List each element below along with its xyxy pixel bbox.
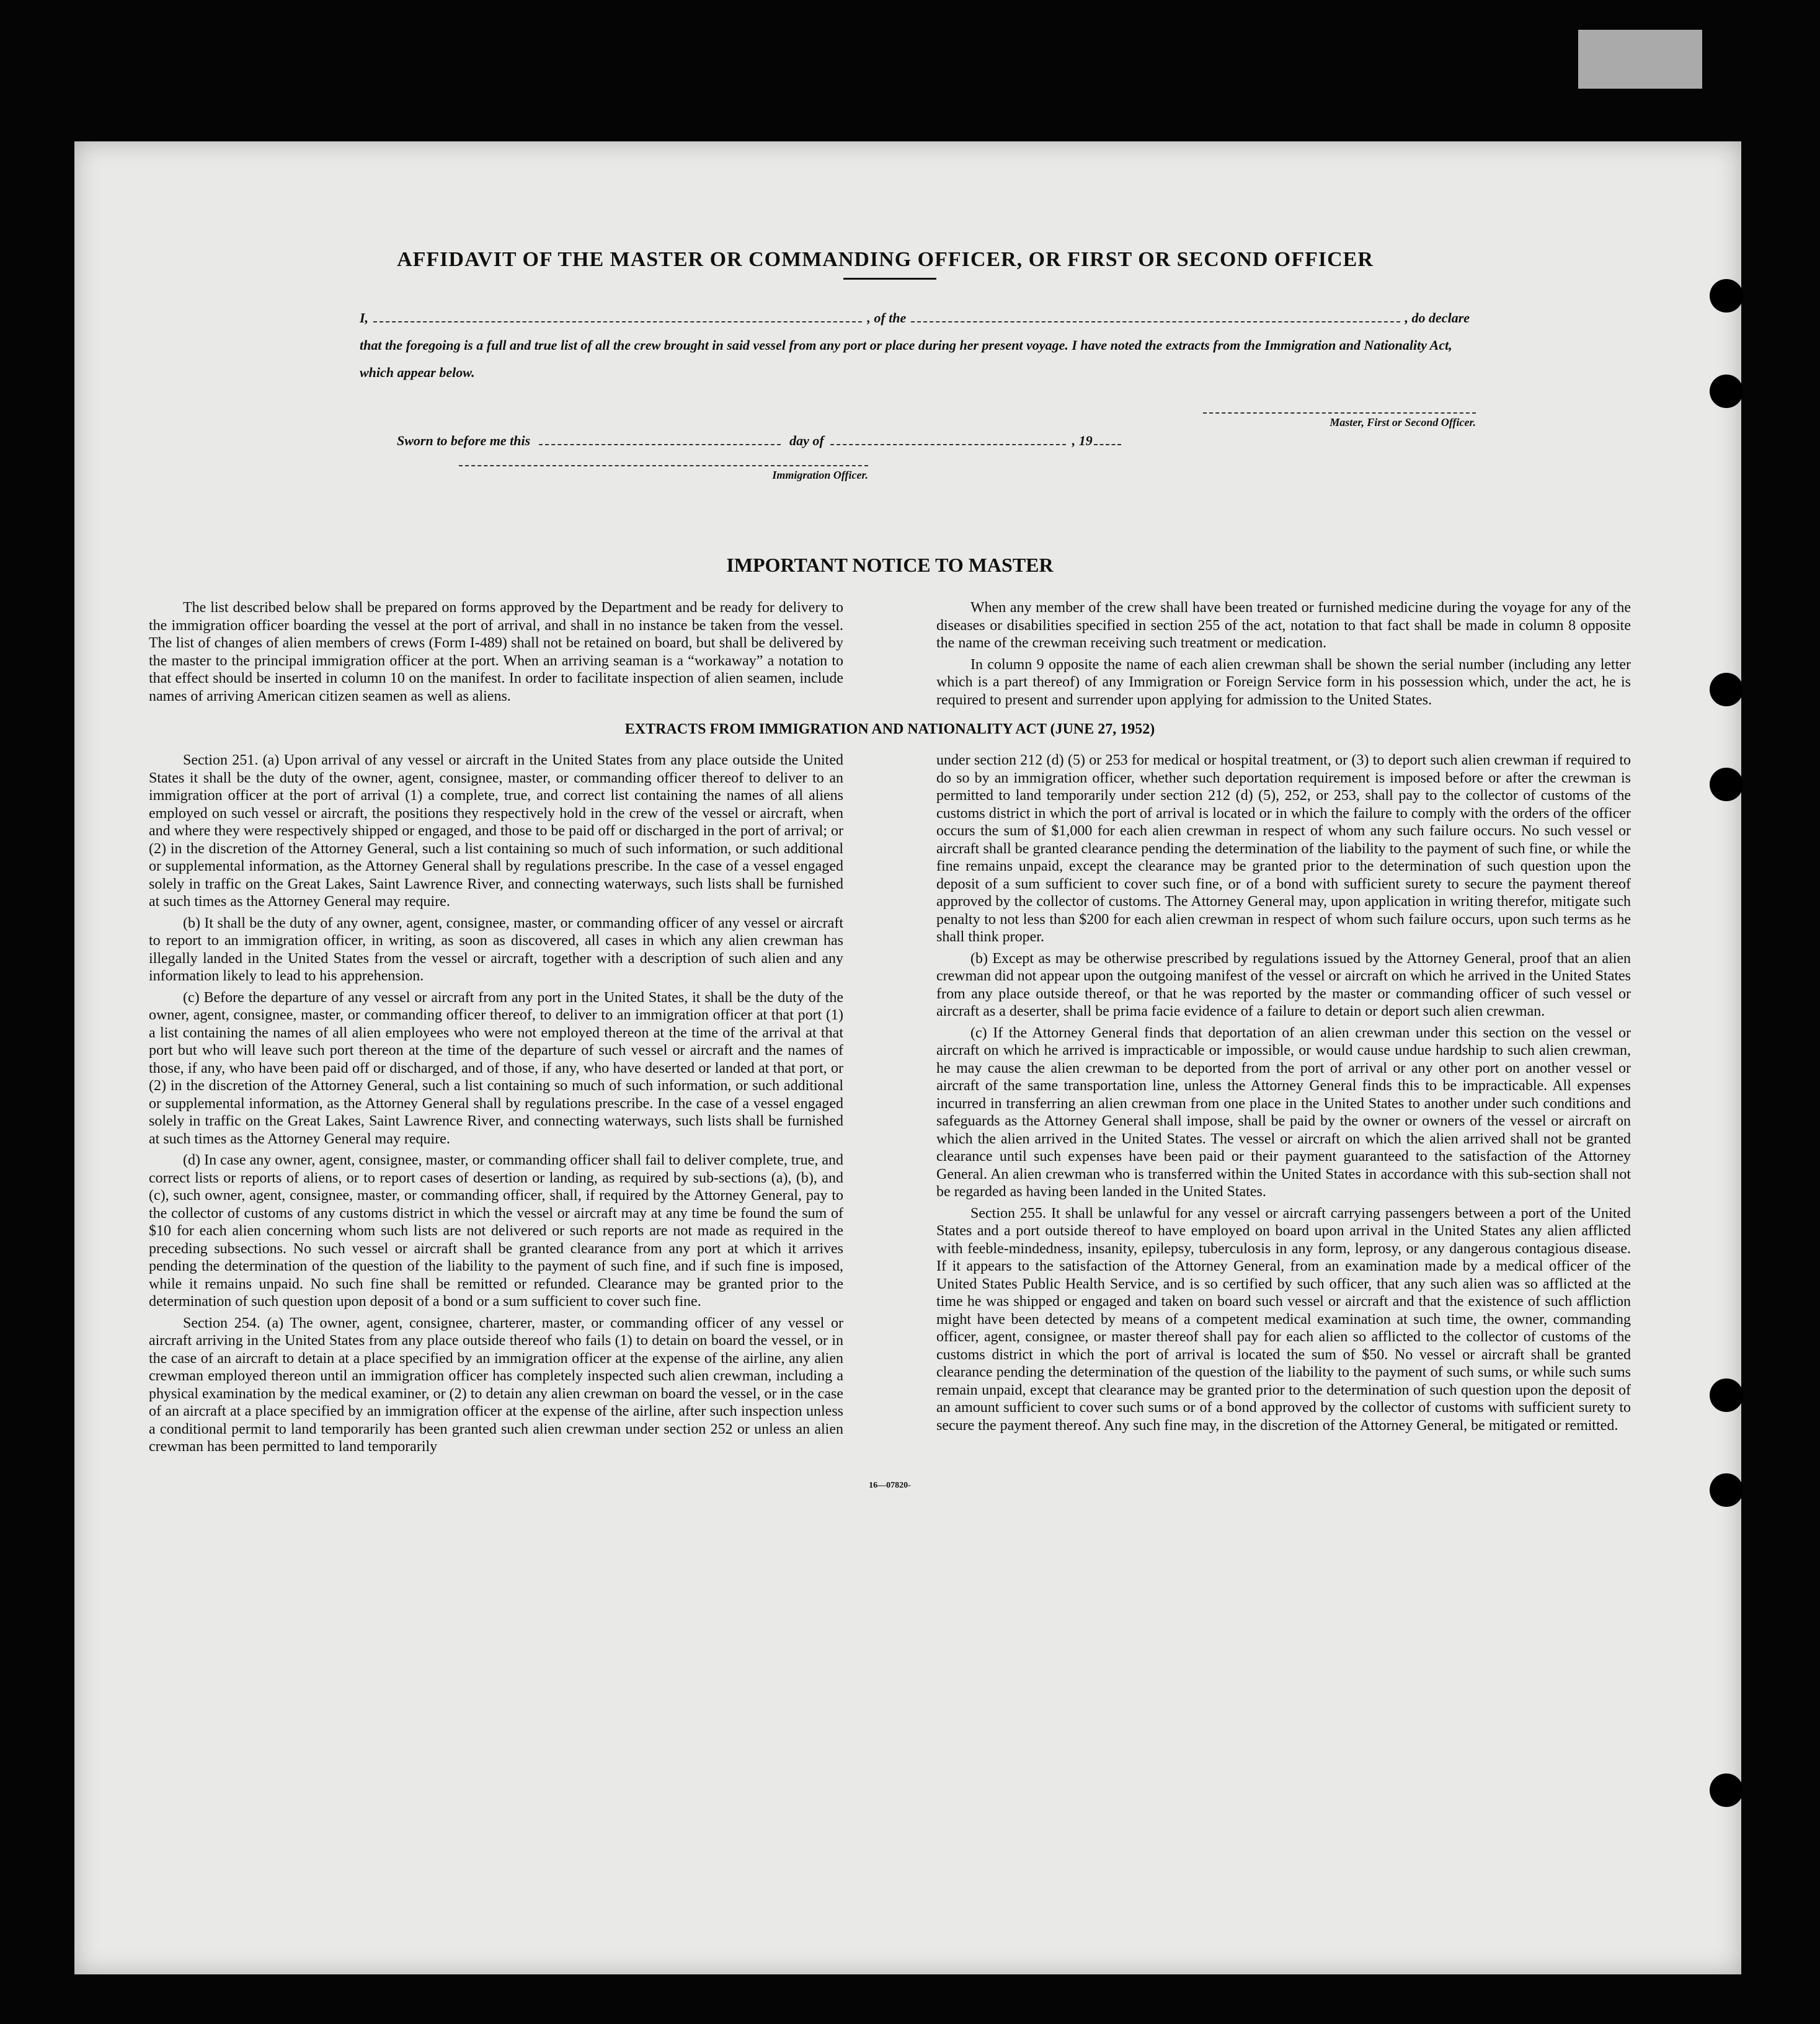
declaration-statement: that the foregoing is a full and true list of all the crew brought in said vessel from any port or place during her present voyage. I have noted the extracts from the Immigration and Nationality Act, which appear below. [360,337,1452,380]
punch-hole [1710,1773,1743,1807]
sworn-year: , 19 [1072,433,1093,448]
notice-title: IMPORTANT NOTICE TO MASTER [726,554,1054,576]
declare-of-the: , of the [867,310,907,326]
sworn-prefix: Sworn to before me this [397,433,531,448]
section-254a-continued: under section 212 (d) (5) or 253 for medical or hospital treatment, or (3) to deport such alien crewman if required to do so by an immigration officer, whether such deportation requirement is imposed before or after the crewman is permitted to land temporarily under section 212 (d) (5), 252, or 253, shall pay to the collector of customs of the customs district in which the port of arrival is located or in which the failure to comply with the orders of the officer occurs the sum of $1,000 for each alien crewman in respect of whom any such failure occurs. No such vessel or aircraft shall be granted clearance pending the determination of the liability to the payment of such fine, or while the fine remains unpaid, except the clearance may be granted prior to the determination of such question upon the deposit of a sum sufficient to cover such fine, or of a bond with sufficient surety to secure the payment thereof approved by the collector of customs. The Attorney General may, upon application in writing therefor, mitigate such penalty to not less than $200 for each alien crewman in respect of whom such failure occurs, upon such terms as he shall think proper. [936,752,1631,945]
punch-hole [1710,1378,1743,1412]
section-251b: (b) It shall be the duty of any owner, agent, consignee, master, or commanding officer of any vessel or aircraft to report to an immigration officer, in writing, as soon as discovered, all cases in which any alien crewman has illegally landed in the United States from the vessel or aircraft, together with a description of such alien and any information likely to lead to his apprehension. [149,915,843,984]
declaration-line [360,304,1470,332]
declare-i: I, [360,310,369,326]
extracts-left-column [149,752,843,1460]
section-251c: (c) Before the departure of any vessel or aircraft from any port in the United States, it shall be the duty of the owner, agent, consignee, master, or commanding officer thereof, to deliver to an immigration officer at that port (1) a list containing the names of all alien employees who were not employed thereon at the time of the arrival at that port but who will leave such port thereon at the time of the departure of such vessel or aircraft and the names of those, if any, who have been paid off or discharged, and of those, if any, who have deserted or landed at that port, or (2) in the discretion of the Attorney General, such a list containing so much of such information, or such additional or supplemental information, as the Attorney General shall by regulations prescribe. In the case of a vessel engaged solely in traffic on the Great Lakes, Saint Lawrence River, and connecting waterways, such lists shall be furnished at such times as the Attorney General may require. [149,989,843,1147]
affidavit-title: AFFIDAVIT OF THE MASTER OR COMMANDING OFFICER, OR FIRST OR SECOND OFFICER [397,248,1374,271]
form-code: 16—07820- [869,1480,911,1490]
officer-signature-line [459,464,868,466]
name-blank [373,310,862,322]
declare-end: , do declare [1405,310,1470,326]
section-254b: (b) Except as may be otherwise prescribed by regulations issued by the Attorney General, proof that an alien crewman did not appear upon the outgoing manifest of the vessel or aircraft on which he arrived in the United States from any place outside thereof, or that he was reported by the master or commanding officer of such vessel or aircraft as a deserter, shall be prima facie evidence of a failure to detain or deport such alien crewman. [936,950,1631,1019]
document-content [149,248,1631,1491]
master-signature-caption: Master, First or Second Officer. [1329,416,1476,428]
punch-hole [1710,673,1743,706]
extracts-right-column [936,752,1631,1460]
section-251d: (d) In case any owner, agent, consignee, master, or commanding officer shall fail to deliver complete, true, and correct lists or reports of aliens, or to report cases of desertion or landing, as required by sub-sections (a), (b), and (c), such owner, agent, consignee, master, or commanding officer, shall, if required by the Attorney General, pay to the collector of customs of any customs district in which the vessel or aircraft may at any time be found the sum of $10 for each alien concerning whom such lists are not delivered or such reports are not made as required in the preceding subsections. No such vessel or aircraft shall be granted clearance from any port at which it arrives pending the determination of the question of the liability to the payment of such fine, and if such fine is imposed, while it remains unpaid. No such fine shall be remitted or refunded. Clearance may be granted prior to the determination of such question upon deposit of a bond or a sum sufficient to cover such fine. [149,1152,843,1310]
sworn-day-of: day of [789,433,824,448]
notice-paragraph: In column 9 opposite the name of each alien crewman shall be shown the serial number (including any letter which is a part thereof) of any Immigration or Foreign Service form in his possession which, under the act, he is required to present and surrender upon applying for admission to the United States. [936,656,1631,708]
declaration-block [360,304,1470,386]
sworn-month-blank [830,435,1066,445]
notice-right-column [936,599,1631,712]
extracts-columns [149,752,1631,1460]
notice-columns [149,599,1631,712]
sworn-year-blank [1094,435,1121,445]
sworn-date-blank [539,435,781,445]
officer-signature-block [459,464,868,482]
extracts-title: EXTRACTS FROM IMMIGRATION AND NATIONALITY ACT (JUNE 27, 1952) [624,721,1155,737]
punch-hole [1710,1473,1743,1507]
master-signature-block [1203,411,1476,429]
section-255: Section 255. It shall be unlawful for any vessel or aircraft carrying passengers between a port of the United States and a port outside thereof to have employed on board upon arrival in the United States any alien afflicted with feeble-mindedness, insanity, epilepsy, tuberculosis in any form, leprosy, or any dangerous contagious disease. If it appears to the satisfaction of the Attorney General, from an examination made by a medical officer of the United States Public Health Service, and is so certified by such officer, that any such alien was so afflicted at the time he was shipped or engaged and taken on board such vessel or aircraft and that the existence of such affliction might have been detected by means of a competent medical examination at such time, the owner, commanding officer, agent, consignee, or master thereof shall pay for each alien so afflicted to the collector of customs of the customs district in which the port of arrival is located the sum of $50. No vessel or aircraft shall be granted clearance pending the determination of the question of the liability to the payment of such sums, or while such sums remain unpaid, except that clearance may be granted prior to the determination of such question upon the deposit of an amount sufficient to cover such sums or of a bond approved by the collector of customs with sufficient surety to secure the payment thereof. Any such fine may, in the discretion of the Attorney General, be mitigated or remitted. [936,1205,1631,1434]
corner-paper-tab [1578,30,1702,89]
vessel-blank [911,310,1400,322]
notice-left-column [149,599,843,712]
punch-hole [1710,768,1743,801]
signature-line [1203,411,1476,414]
section-254a: Section 254. (a) The owner, agent, consignee, charterer, master, or commanding officer of any vessel or aircraft arriving in the United States from any place outside thereof who fails (1) to detain on board the vessel, or in the case of an aircraft to detain at a place specified by an immigration officer at the expense of the airline, any alien crewman employed thereon until an immigration officer has completely inspected such alien crewman, including a physical examination by the medical examiner, or (2) to detain any alien crewman on board the vessel, or in the case of an aircraft at a place specified by an immigration officer at the expense of the airline, after such inspection unless a conditional permit to land temporarily has been granted such alien crewman under section 252 or unless an alien crewman has been permitted to land temporarily [149,1315,843,1455]
punch-hole [1710,279,1743,313]
title-rule [843,278,936,280]
sworn-line [397,433,1265,449]
notice-paragraph: The list described below shall be prepared on forms approved by the Department and be ready for delivery to the immigration officer boarding the vessel at the port of arrival, and shall in no instance be taken from the vessel. The list of changes of alien members of crews (Form I-489) shall not be retained on board, but shall be delivered by the master to the principal immigration officer at the port. When an arriving seaman is a “workaway” a notation to that effect should be inserted in column 10 on the manifest. In order to facilitate inspection of alien seamen, include names of arriving American citizen seamen as well as aliens. [149,600,843,704]
section-254c: (c) If the Attorney General finds that deportation of an alien crewman under this section on the vessel or aircraft on which he arrived is impracticable or impossible, or would cause undue hardship to such alien crewman, he may cause the alien crewman to be deported from the port of arrival or any other port on another vessel or aircraft of the same transportation line, unless the Attorney General finds this to be impracticable. All expenses incurred in transferring an alien crewman from one place in the United States to another under such conditions and safeguards as the Attorney General shall impose, shall be paid by the owner or owners of the vessel or aircraft on which the alien arrived in the United States. The vessel or aircraft on which the alien arrived shall not be granted clearance until such expenses have been paid or their payment guaranteed to the satisfaction of the Attorney General. An alien crewman who is transferred within the United States in accordance with this sub-section shall not be regarded as having been landed in the United States. [936,1024,1631,1200]
notice-paragraph: When any member of the crew shall have been treated or furnished medicine during the voyage for any of the diseases or disabilities specified in section 255 of the act, notation to that fact shall be made in column 8 opposite the name of the crewman receiving such treatment or medication. [936,600,1631,651]
officer-caption: Immigration Officer. [772,469,868,481]
punch-hole [1710,375,1743,408]
section-251a: Section 251. (a) Upon arrival of any vessel or aircraft in the United States from any place outside the United States it shall be the duty of the owner, agent, consignee, master, or commanding officer thereof to deliver to an immigration officer at the port of arrival (1) a complete, true, and correct list containing the names of all aliens employed on such vessel or aircraft, the positions they respectively hold in the crew of the vessel or aircraft, when and where they were respectively shipped or engaged, and those to be paid off or discharged in the port of arrival; or (2) in the discretion of the Attorney General, such a list containing so much of such information, or such additional or supplemental information, as the Attorney General shall by regulations prescribe. In the case of a vessel engaged solely in traffic on the Great Lakes, Saint Lawrence River, and connecting waterways, such lists shall be furnished at such times as the Attorney General may require. [149,752,843,910]
